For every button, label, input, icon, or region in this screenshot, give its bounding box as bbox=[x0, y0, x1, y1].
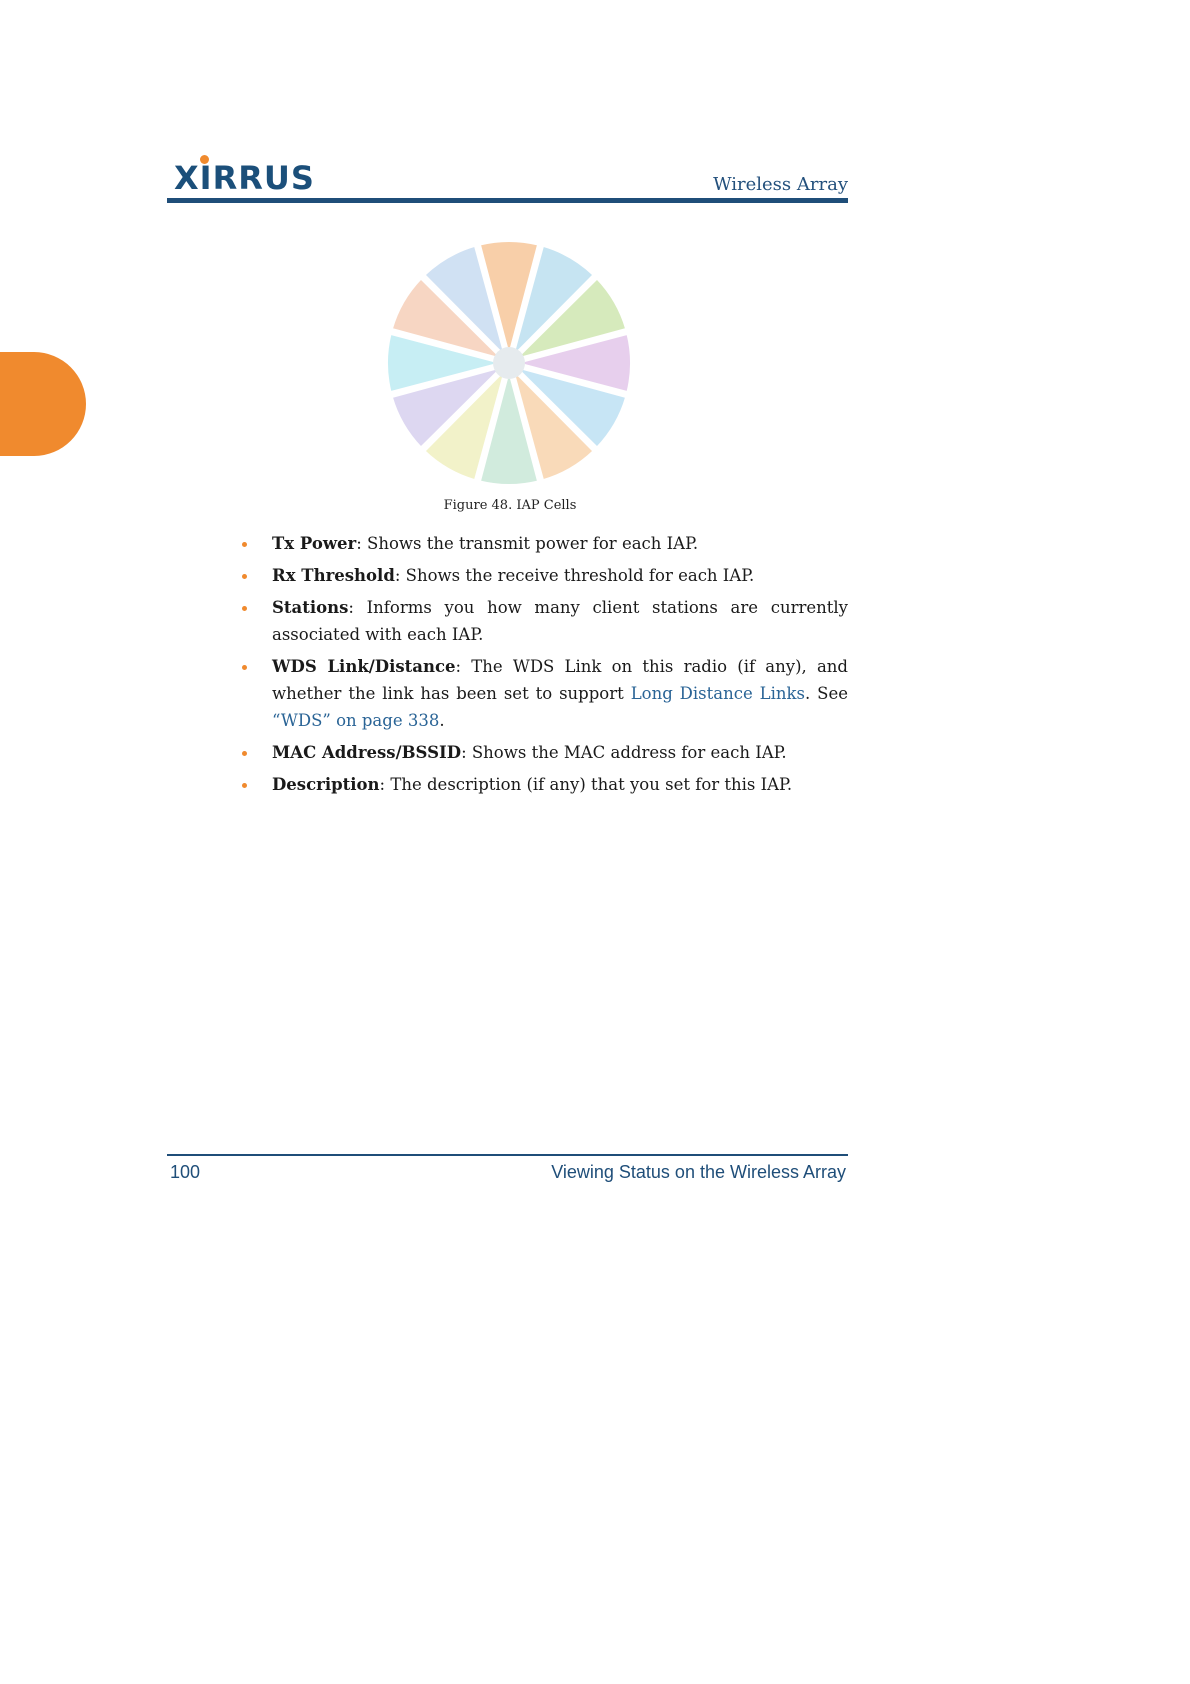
bullet-text: : Shows the transmit power for each IAP. bbox=[356, 534, 699, 553]
bullet-term: Stations bbox=[272, 598, 349, 617]
figure-caption: Figure 48. IAP Cells bbox=[443, 498, 577, 513]
bullet-marker bbox=[242, 665, 247, 670]
bullet-marker bbox=[242, 606, 247, 611]
bullet-wds-link bbox=[240, 653, 848, 734]
bullet-text: : Shows the receive threshold for each IAP. bbox=[394, 566, 755, 585]
bullet-text: : The WDS Link on this radio (if any), and whether the link has been set to support bbox=[272, 657, 848, 703]
bullet-marker bbox=[242, 751, 247, 756]
iap-cells-figure bbox=[378, 232, 640, 494]
bullet-text-end: . bbox=[439, 711, 445, 730]
bullet-term: Description bbox=[272, 775, 380, 794]
bullet-text: : Informs you how many client stations are currently associated with each IAP. bbox=[272, 598, 848, 644]
bullet-text: : The description (if any) that you set for this IAP. bbox=[379, 775, 793, 794]
bullet-stations bbox=[240, 594, 848, 648]
chapter-tab bbox=[0, 352, 86, 456]
bullet-text: : Shows the MAC address for each IAP. bbox=[461, 743, 787, 762]
header-rule bbox=[167, 198, 848, 203]
bullet-marker bbox=[242, 783, 247, 788]
bullet-tx-power bbox=[240, 530, 848, 557]
bullet-mac-address bbox=[240, 739, 848, 766]
long-distance-links-link[interactable]: Long Distance Links bbox=[630, 684, 805, 703]
bullet-marker bbox=[242, 574, 247, 579]
array-hub bbox=[493, 347, 525, 379]
bullet-marker bbox=[242, 542, 247, 547]
footer-rule bbox=[167, 1154, 848, 1156]
page-number: 100 bbox=[170, 1162, 201, 1182]
wds-page-link[interactable]: “WDS” on page 338 bbox=[272, 711, 440, 730]
bullet-rx-threshold bbox=[240, 562, 848, 589]
bullet-text-mid: . See bbox=[805, 684, 848, 703]
bullet-term: Tx Power bbox=[272, 534, 357, 553]
bullet-term: MAC Address/BSSID bbox=[272, 743, 462, 762]
bullet-term: Rx Threshold bbox=[272, 566, 395, 585]
iap-cells-diagram bbox=[378, 232, 640, 494]
bullet-term: WDS Link/Distance bbox=[272, 657, 456, 676]
header-title: Wireless Array bbox=[713, 174, 848, 195]
bullet-description bbox=[240, 771, 848, 798]
bullet-list bbox=[240, 530, 848, 803]
xirrus-logo: XIRRUS bbox=[174, 159, 315, 197]
footer-title: Viewing Status on the Wireless Array bbox=[551, 1162, 846, 1182]
